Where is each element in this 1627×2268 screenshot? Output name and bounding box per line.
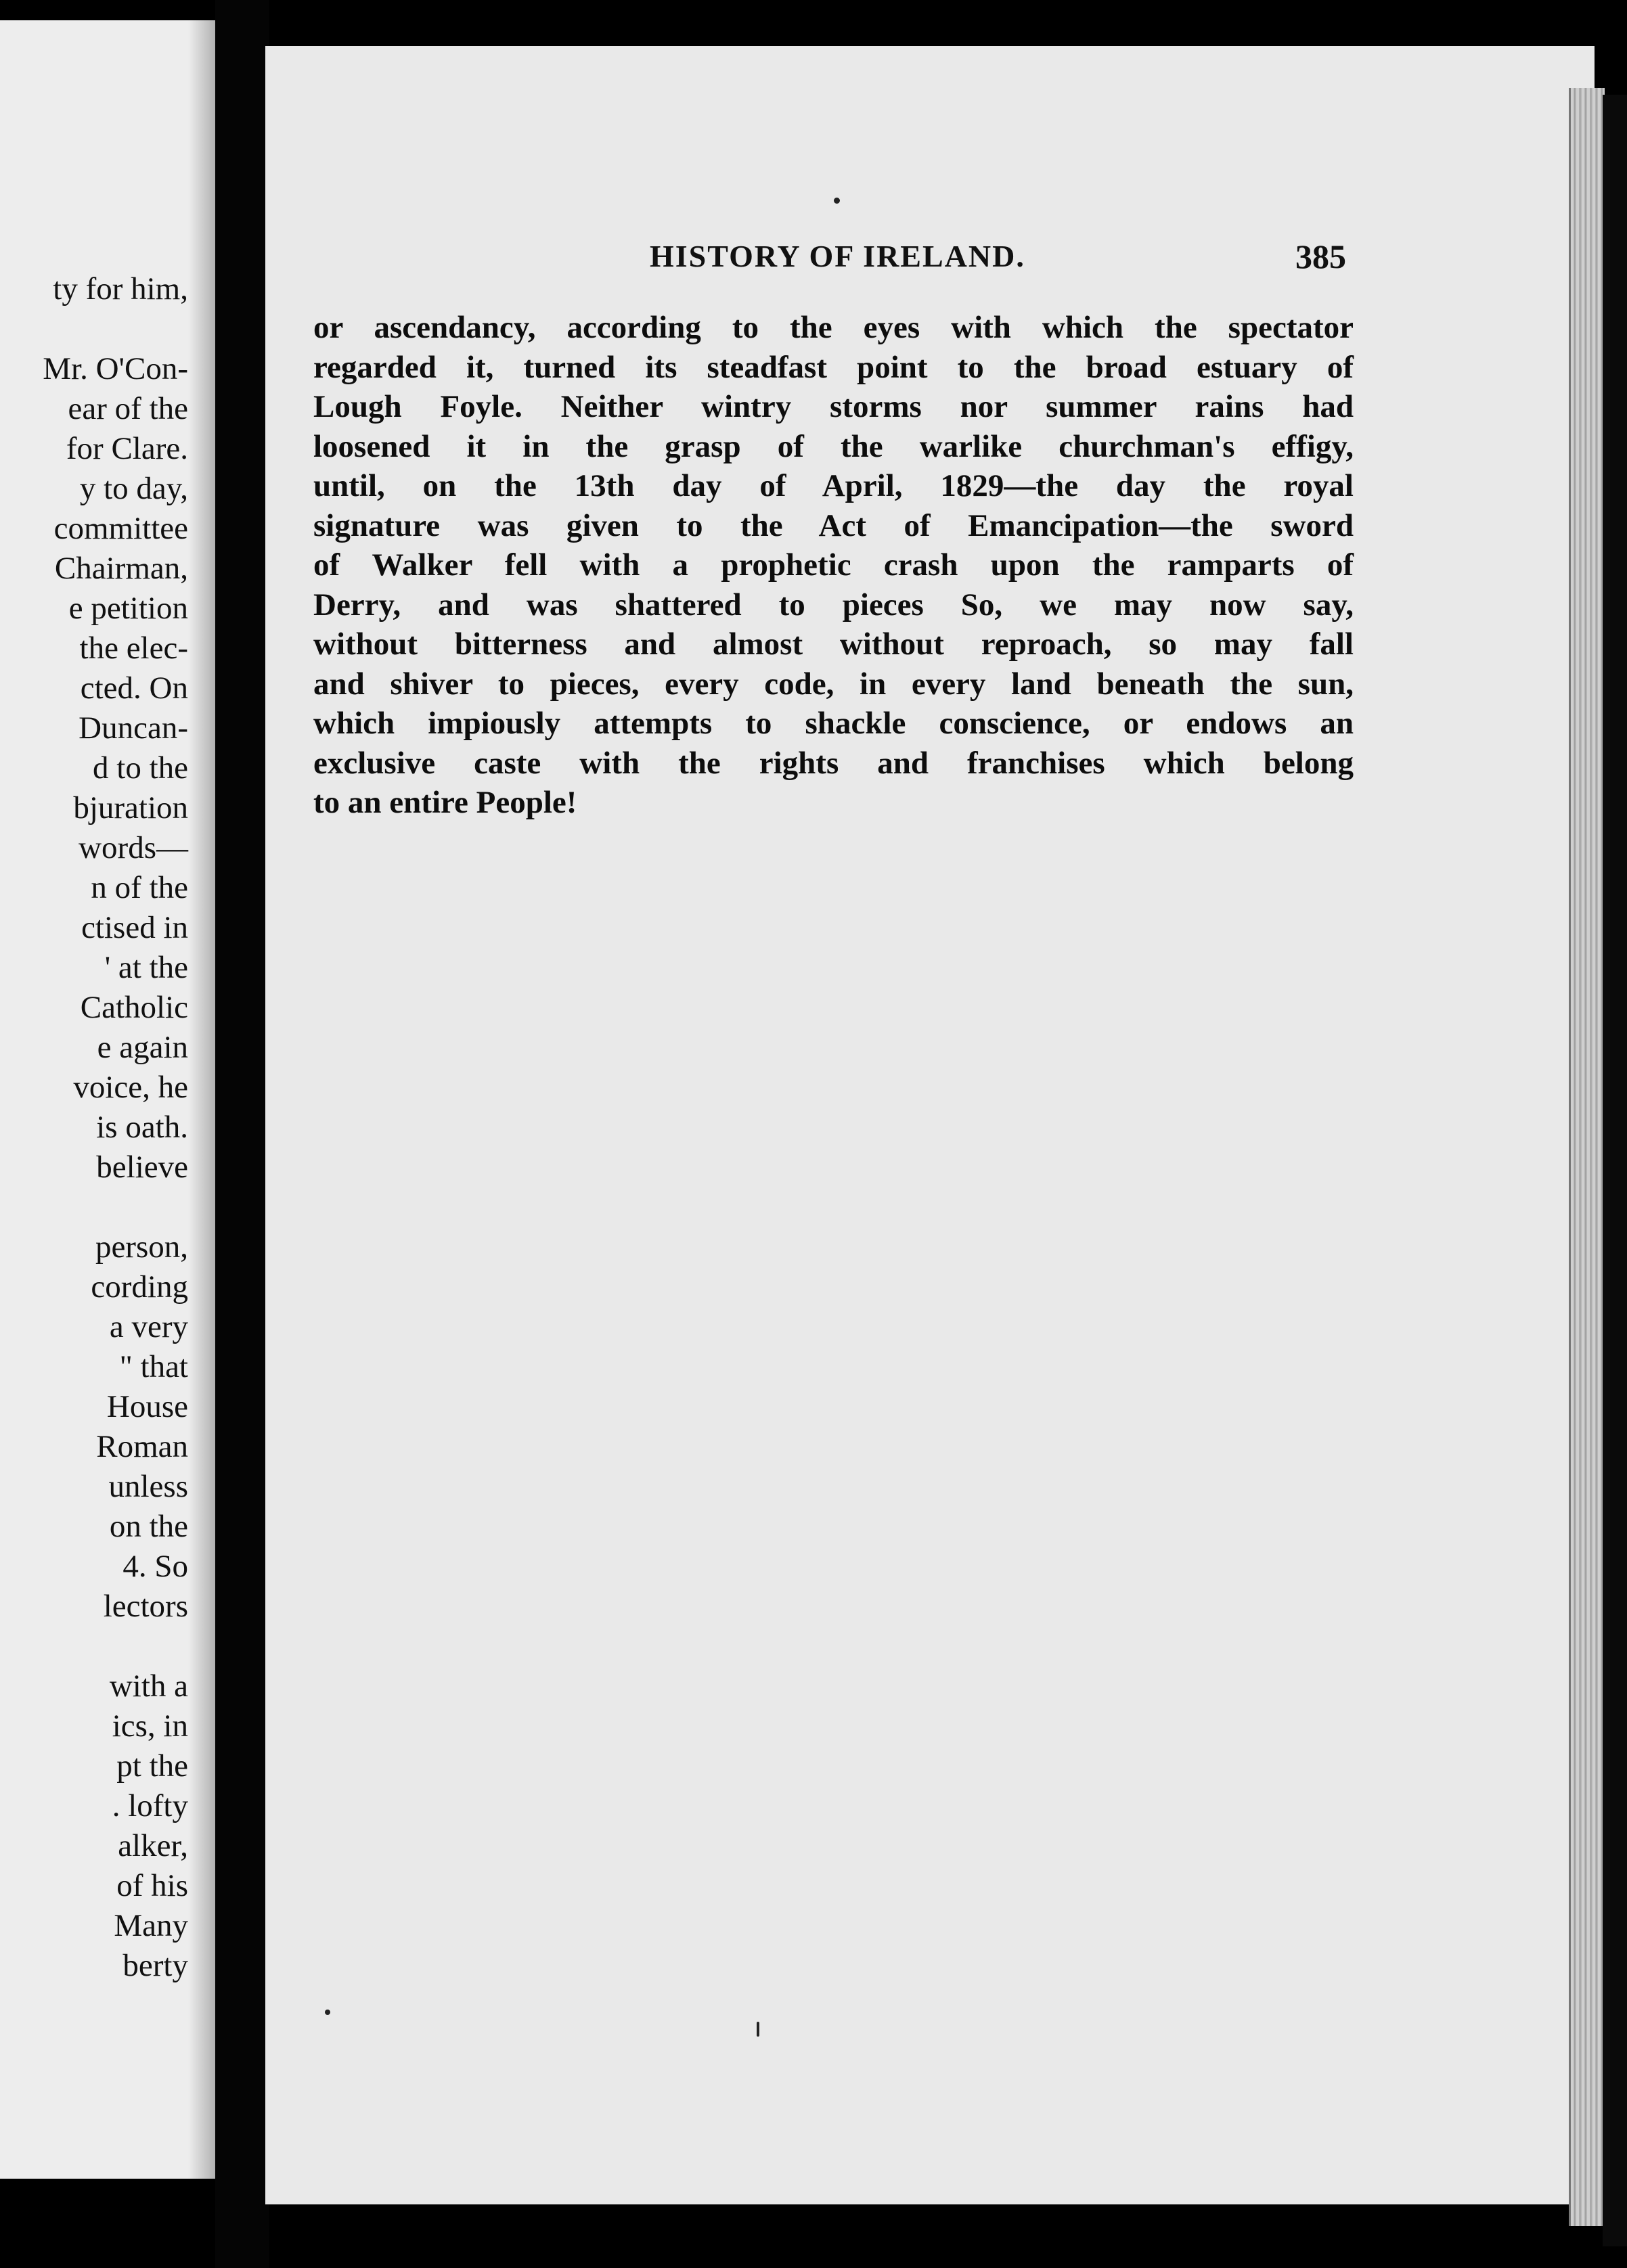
body-line: signature was given to the Act of Emancipation—the sword: [313, 507, 1354, 543]
body-line: without bitterness and almost without reproach, so may fall: [313, 627, 1354, 662]
left-page-line: Catholic: [80, 990, 188, 1025]
body-line: and shiver to pieces, every code, in every land beneath the sun,: [313, 666, 1354, 702]
left-page-line: ics, in: [112, 1708, 188, 1744]
page-edges: [1569, 88, 1605, 2226]
body-line: which impiously attempts to shackle conscience, or endows an: [313, 706, 1354, 741]
left-page-line: Roman: [96, 1429, 188, 1464]
left-page-line: with a: [109, 1669, 188, 1704]
left-page-line: Mr. O'Con-: [43, 351, 188, 386]
left-page-line: e again: [97, 1030, 188, 1065]
left-page-line: " that: [119, 1349, 188, 1384]
left-page-line: pt the: [116, 1748, 188, 1784]
left-page-line: on the: [109, 1509, 188, 1544]
left-facing-page: [0, 20, 215, 2179]
body-line: exclusive caste with the rights and franchises which belong: [313, 745, 1354, 781]
left-page-line: Many: [114, 1908, 188, 1943]
left-page-line: ctised in: [81, 910, 188, 945]
left-page-line: ear of the: [68, 391, 188, 426]
left-page-line: y to day,: [79, 471, 188, 506]
left-page-line: Duncan-: [79, 710, 188, 746]
book-gutter: [215, 0, 269, 2268]
body-line: to an entire People!: [313, 785, 577, 820]
body-text: [313, 308, 1354, 823]
left-page-line: n of the: [91, 870, 188, 905]
left-page-line: person,: [95, 1229, 188, 1265]
left-page-line: berty: [122, 1948, 188, 1983]
ink-speck: [834, 198, 840, 204]
ink-speck: [325, 2010, 330, 2015]
running-head: HISTORY OF IRELAND.: [650, 239, 1025, 273]
left-page-line: is oath.: [96, 1110, 188, 1145]
left-page-line: lectors: [103, 1589, 188, 1624]
body-line: or ascendancy, according to the eyes with which the spectator: [313, 310, 1354, 345]
left-page-line: alker,: [118, 1828, 188, 1863]
page-number: 385: [1295, 237, 1346, 275]
left-page-text: [0, 269, 188, 1986]
left-page-line: d to the: [93, 750, 188, 786]
scan-border: [1603, 95, 1627, 2246]
left-page-line: cted. On: [80, 671, 188, 706]
body-line: Lough Foyle. Neither wintry storms nor summer rains had: [313, 389, 1354, 424]
left-page-line: for Clare.: [66, 431, 188, 466]
left-page-shadow: [188, 20, 215, 2179]
left-page-line: words—: [79, 830, 188, 865]
left-page-line: 4. So: [122, 1549, 188, 1584]
left-page-line: ' at the: [104, 950, 188, 985]
left-page-line: voice, he: [73, 1070, 188, 1105]
left-page-line: [0, 1187, 188, 1227]
left-page-line: the elec-: [79, 631, 188, 666]
left-page-line: House: [106, 1389, 188, 1424]
left-page-line: believe: [96, 1150, 188, 1185]
body-line: until, on the 13th day of April, 1829—the day the royal: [313, 468, 1354, 503]
left-page-line: [0, 309, 188, 349]
left-page-line: ty for him,: [53, 271, 188, 307]
left-page-line: of his: [116, 1868, 188, 1903]
left-page-line: [0, 1627, 188, 1666]
ink-speck: [757, 2022, 759, 2037]
left-page-line: unless: [108, 1469, 188, 1504]
body-line: loosened it in the grasp of the warlike churchman's effigy,: [313, 428, 1354, 464]
body-line: regarded it, turned its steadfast point to the broad estuary of: [313, 349, 1354, 385]
left-page-line: a very: [109, 1309, 188, 1344]
left-page-line: e petition: [68, 591, 188, 626]
body-line: of Walker fell with a prophetic crash upon the ramparts of: [313, 547, 1354, 583]
left-page-line: bjuration: [73, 790, 188, 825]
left-page-line: cording: [91, 1269, 188, 1305]
body-line: Derry, and was shattered to pieces So, we may now say,: [313, 587, 1354, 622]
left-page-line: . lofty: [112, 1788, 188, 1823]
left-page-line: Chairman,: [54, 551, 188, 586]
left-page-line: committee: [53, 511, 188, 546]
